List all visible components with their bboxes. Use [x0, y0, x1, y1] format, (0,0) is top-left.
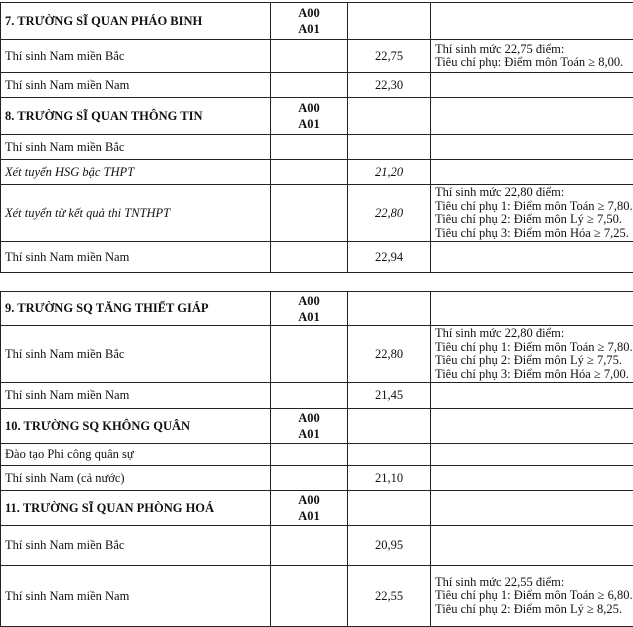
cutoff-score: 22,55: [348, 566, 431, 627]
table-row: [1, 3, 633, 40]
table-row: [1, 466, 633, 491]
candidate-group: Thí sinh Nam miền Bắc: [1, 40, 271, 73]
cutoff-score: 22,80: [348, 185, 431, 242]
candidate-group: Xét tuyển HSG bậc THPT: [1, 160, 271, 185]
table-row: [1, 73, 633, 98]
table-row: [1, 160, 633, 185]
table-row: [1, 566, 633, 627]
school-name: 9. TRƯỜNG SQ TĂNG THIẾT GIÁP: [1, 292, 271, 326]
school-name: 7. TRƯỜNG SĨ QUAN PHÁO BINH: [1, 3, 271, 40]
table-row: [1, 40, 633, 73]
table-row: [1, 409, 633, 444]
admission-table-part-1: [0, 2, 633, 273]
candidate-group: Thí sinh Nam (cả nước): [1, 466, 271, 491]
admission-table-part-2: [0, 291, 633, 627]
school-name: 10. TRƯỜNG SQ KHÔNG QUÂN: [1, 409, 271, 444]
candidate-group: Thí sinh Nam miền Bắc: [1, 526, 271, 566]
candidate-group: Thí sinh Nam miền Nam: [1, 73, 271, 98]
cutoff-score: 22,75: [348, 40, 431, 73]
table-row: [1, 292, 633, 326]
school-name: 11. TRƯỜNG SĨ QUAN PHÒNG HOÁ: [1, 491, 271, 526]
cutoff-score: 22,30: [348, 73, 431, 98]
table-row: [1, 135, 633, 160]
candidate-group: Đào tạo Phi công quân sự: [1, 444, 271, 466]
table-row: [1, 242, 633, 273]
candidate-group: Thí sinh Nam miền Bắc: [1, 135, 271, 160]
subject-combos: A00 A01: [271, 292, 348, 326]
cutoff-score: 22,80: [348, 326, 431, 383]
cutoff-score: 21,45: [348, 383, 431, 409]
candidate-group: Thí sinh Nam miền Nam: [1, 566, 271, 627]
candidate-group: Thí sinh Nam miền Nam: [1, 242, 271, 273]
table-row: [1, 444, 633, 466]
cutoff-score: 21,10: [348, 466, 431, 491]
candidate-group: Thí sinh Nam miền Nam: [1, 383, 271, 409]
table-row: [1, 98, 633, 135]
candidate-group: Thí sinh Nam miền Bắc: [1, 326, 271, 383]
tiebreak-note: Thí sinh mức 22,80 điểm: Tiêu chí phụ 1: Điểm môn Toán ≥ 7,80. Tiêu chí phụ 2: Điểm môn Lý ≥ 7,50. Tiêu chí phụ 3: Điểm môn Hóa ≥ 7,25.: [431, 185, 633, 242]
tiebreak-note: Thí sinh mức 22,55 điểm: Tiêu chí phụ 1: Điểm môn Toán ≥ 6,80. Tiêu chí phụ 2: Điểm môn Lý ≥ 8,25.: [431, 566, 633, 627]
cutoff-score: 22,94: [348, 242, 431, 273]
tiebreak-note: Thí sinh mức 22,80 điểm: Tiêu chí phụ 1: Điểm môn Toán ≥ 7,80. Tiêu chí phụ 2: Điểm môn Lý ≥ 7,75. Tiêu chí phụ 3: Điểm môn Hóa ≥ 7,00.: [431, 326, 633, 383]
candidate-group: Xét tuyển từ kết quả thi TNTHPT: [1, 185, 271, 242]
cutoff-score: 21,20: [348, 160, 431, 185]
cutoff-score: 20,95: [348, 526, 431, 566]
subject-combos: A00 A01: [271, 98, 348, 135]
page-gap: [0, 274, 633, 291]
tiebreak-note: Thí sinh mức 22,75 điểm: Tiêu chí phụ: Điểm môn Toán ≥ 8,00.: [431, 40, 633, 73]
table-row: [1, 185, 633, 242]
subject-combos: A00 A01: [271, 491, 348, 526]
table-row: [1, 383, 633, 409]
table-row: [1, 491, 633, 526]
table-row: [1, 526, 633, 566]
table-row: [1, 326, 633, 383]
subject-combos: A00 A01: [271, 409, 348, 444]
subject-combos: A00 A01: [271, 3, 348, 40]
school-name: 8. TRƯỜNG SĨ QUAN THÔNG TIN: [1, 98, 271, 135]
